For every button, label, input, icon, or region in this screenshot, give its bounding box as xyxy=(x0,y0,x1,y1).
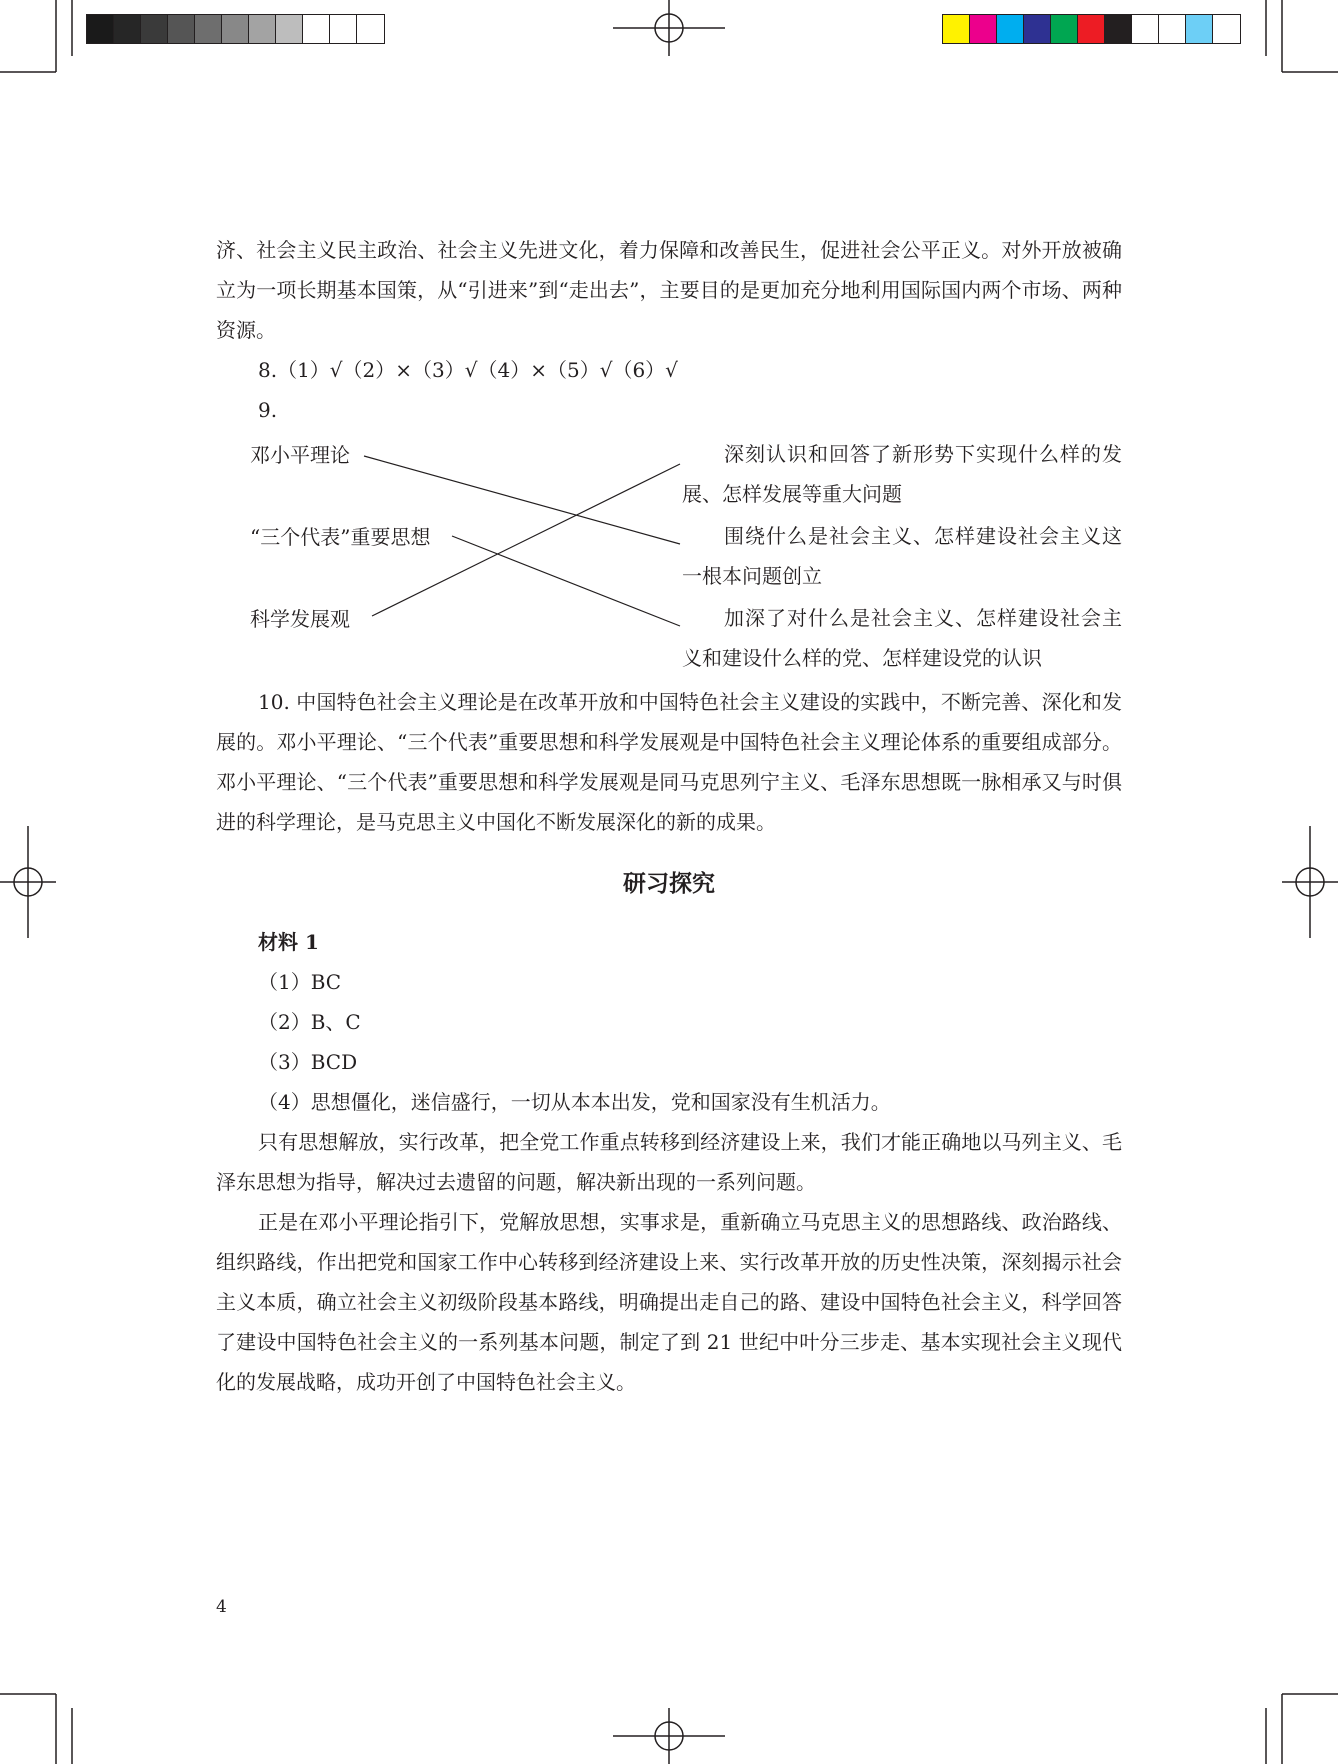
matching-exercise xyxy=(216,436,1122,676)
gray-swatch xyxy=(357,15,384,43)
material-answer-2: （2）B、C xyxy=(258,1010,361,1034)
gray-swatch xyxy=(114,15,141,43)
color-swatch xyxy=(1051,15,1078,43)
gray-swatch xyxy=(303,15,330,43)
color-swatch xyxy=(997,15,1024,43)
answer-content xyxy=(216,230,1122,1402)
left-item-three-represents: “三个代表”重要思想 xyxy=(250,525,431,549)
color-swatch xyxy=(1078,15,1105,43)
right-item-party: 加深了对什么是社会主义、怎样建设社会主义和建设什么样的党、怎样建设党的认识 xyxy=(682,606,1122,670)
gray-swatch xyxy=(195,15,222,43)
material-1-title: 材料 1 xyxy=(258,930,319,954)
color-bar xyxy=(942,14,1241,44)
material-answer-3: （3）BCD xyxy=(258,1050,358,1074)
gray-swatch xyxy=(141,15,168,43)
material-answer-1: （1）BC xyxy=(258,970,342,994)
gray-swatch xyxy=(87,15,114,43)
matching-lines xyxy=(216,436,1122,676)
color-swatch xyxy=(1186,15,1213,43)
line-deng-to-socialism xyxy=(364,456,680,544)
color-swatch xyxy=(1213,15,1240,43)
color-swatch xyxy=(1024,15,1051,43)
intro-paragraph: 济、社会主义民主政治、社会主义先进文化，着力保障和改善民生，促进社会公平正义。对外开放被确立为一项长期基本国策，从“引进来”到“走出去”，主要目的是更加充分地利用国际国内两个市场、两种资源。 xyxy=(216,238,1122,342)
grayscale-bar xyxy=(86,14,385,44)
section-title: 研习探究 xyxy=(623,871,715,897)
line-three-represents-to-party xyxy=(452,536,680,626)
page-number: 4 xyxy=(216,1597,227,1617)
gray-swatch xyxy=(168,15,195,43)
color-swatch xyxy=(1159,15,1186,43)
right-item-development: 深刻认识和回答了新形势下实现什么样的发展、怎样发展等重大问题 xyxy=(682,442,1122,506)
question-8-answer: 8.（1）√（2）×（3）√（4）×（5）√（6）√ xyxy=(258,358,678,382)
left-item-deng: 邓小平理论 xyxy=(250,443,350,467)
color-swatch xyxy=(970,15,997,43)
liberation-paragraph: 只有思想解放，实行改革，把全党工作重点转移到经济建设上来，我们才能正确地以马列主义、毛泽东思想为指导，解决过去遗留的问题，解决新出现的一系列问题。 xyxy=(216,1130,1122,1194)
gray-swatch xyxy=(249,15,276,43)
gray-swatch xyxy=(276,15,303,43)
color-swatch xyxy=(1132,15,1159,43)
material-answer-4: （4）思想僵化，迷信盛行，一切从本本出发，党和国家没有生机活力。 xyxy=(258,1090,891,1114)
line-scientific-to-development xyxy=(372,464,680,616)
deng-theory-paragraph: 正是在邓小平理论指引下，党解放思想，实事求是，重新确立马克思主义的思想路线、政治路线、组织路线，作出把党和国家工作中心转移到经济建设上来、实行改革开放的历史性决策，深刻揭示社会主义本质，确立社会主义初级阶段基本路线，明确提出走自己的路、建设中国特色社会主义，科学回答了建设中国特色社会主义的一系列基本问题，制定了到 21 世纪中叶分三步走、基本实现社会主义现代化的发展战略，成功开创了中国特色社会主义。 xyxy=(216,1210,1122,1394)
color-swatch xyxy=(943,15,970,43)
gray-swatch xyxy=(222,15,249,43)
right-item-socialism: 围绕什么是社会主义、怎样建设社会主义这一根本问题创立 xyxy=(682,524,1122,588)
question-9-label: 9. xyxy=(258,398,278,422)
left-item-scientific-development: 科学发展观 xyxy=(250,607,350,631)
gray-swatch xyxy=(330,15,357,43)
question-10-answer: 10. 中国特色社会主义理论是在改革开放和中国特色社会主义建设的实践中，不断完善、深化和发展的。邓小平理论、“三个代表”重要思想和科学发展观是中国特色社会主义理论体系的重要组成部分。邓小平理论、“三个代表”重要思想和科学发展观是同马克思列宁主义、毛泽东思想既一脉相承又与时俱进的科学理论，是马克思主义中国化不断发展深化的新的成果。 xyxy=(216,690,1122,834)
color-swatch xyxy=(1105,15,1132,43)
